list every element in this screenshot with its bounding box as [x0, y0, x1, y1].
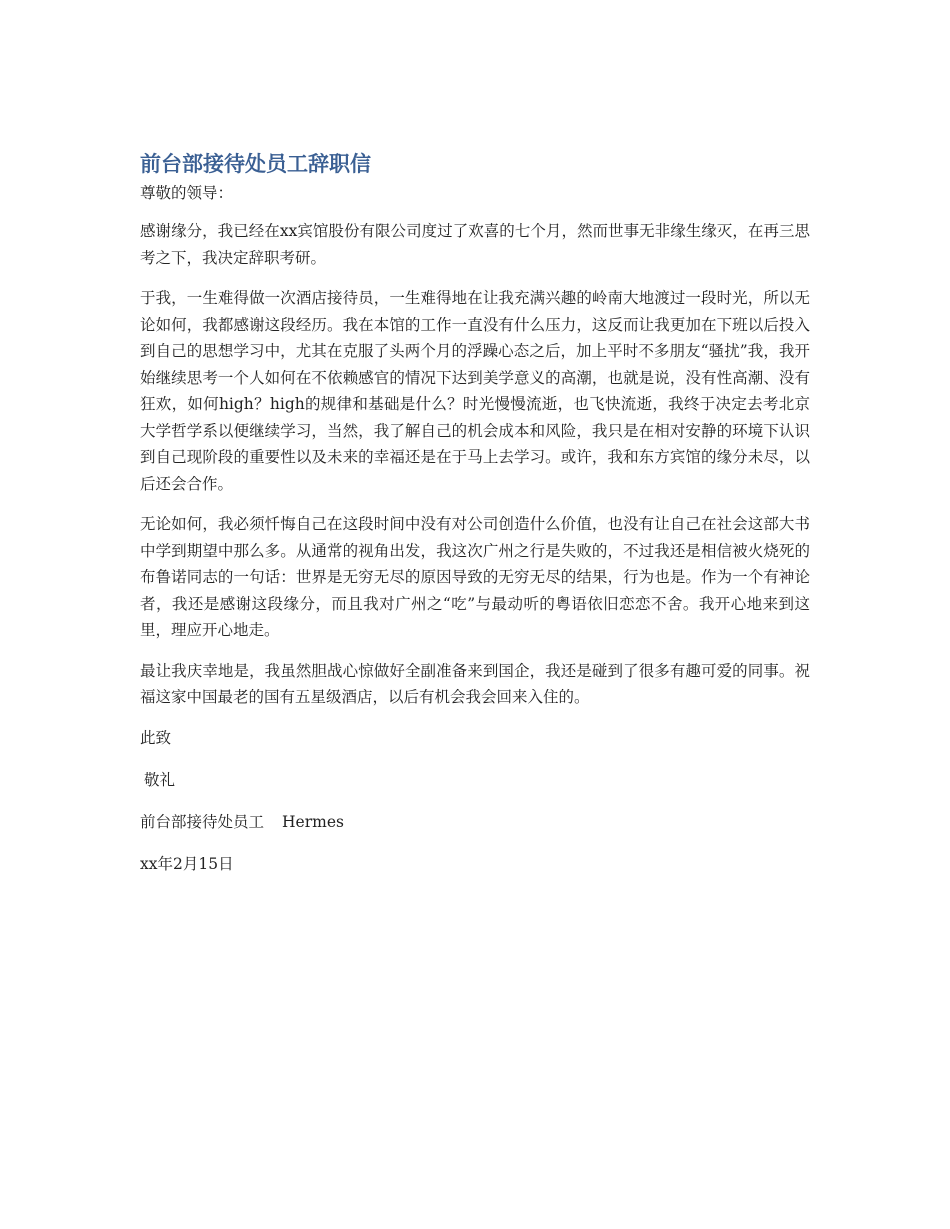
letter-page — [140, 148, 810, 893]
closing-line-2: 敬礼 — [144, 770, 176, 789]
paragraph-2: 于我，一生难得做一次酒店接待员，一生难得地在让我充满兴趣的岭南大地渡过一段时光，所以无论如何，我都感谢这段经历。我在本馆的工作一直没有什么压力，这反而让我更加在下班以后投入到自己的思想学习中，尤其在克服了头两个月的浮躁心态之后，加上平时不多朋友“骚扰”我，我开始继续思考一个人如何在不依赖感官的情况下达到美学意义的高潮，也就是说，没有性高潮、没有狂欢，如何high？high的规律和基础是什么？时光慢慢流逝，也飞快流逝，我终于决定去考北京大学哲学系以便继续学习，当然，我了解自己的机会成本和风险，我只是在相对安静的环境下认识到自己现阶段的重要性以及未来的幸福还是在于马上去学习。或许，我和东方宾馆的缘分未尽，以后还会合作。 — [140, 289, 810, 493]
closing-line-1: 此致 — [140, 728, 172, 747]
paragraph-1: 感谢缘分，我已经在xx宾馆股份有限公司度过了欢喜的七个月，然而世事无非缘生缘灭，在再三思考之下，我决定辞职考研。 — [140, 222, 810, 267]
signature-line — [140, 809, 810, 835]
paragraph-4: 最让我庆幸地是，我虽然胆战心惊做好全副准备来到国企，我还是碰到了很多有趣可爱的同事。祝福这家中国最老的国有五星级酒店，以后有机会我会回来入住的。 — [140, 661, 810, 706]
paragraph-3: 无论如何，我必须忏悔自己在这段时间中没有对公司创造什么价值，也没有让自己在社会这部大书中学到期望中那么多。从通常的视角出发，我这次广州之行是失败的，不过我还是相信被火烧死的布鲁诺同志的一句话：世界是无穷无尽的原因导致的无穷无尽的结果，行为也是。作为一个有神论者，我还是感谢这段缘分，而且我对广州之“吃”与最动听的粤语依旧恋恋不舍。我开心地来到这里，理应开心地走。 — [140, 515, 810, 639]
letter-title: 前台部接待处员工辞职信 — [140, 152, 371, 176]
salutation: 尊敬的领导： — [140, 184, 234, 202]
signature-role: 前台部接待处员工 — [140, 812, 265, 831]
signature-name: Hermes — [282, 812, 344, 831]
letter-date: xx年2月15日 — [140, 854, 234, 873]
